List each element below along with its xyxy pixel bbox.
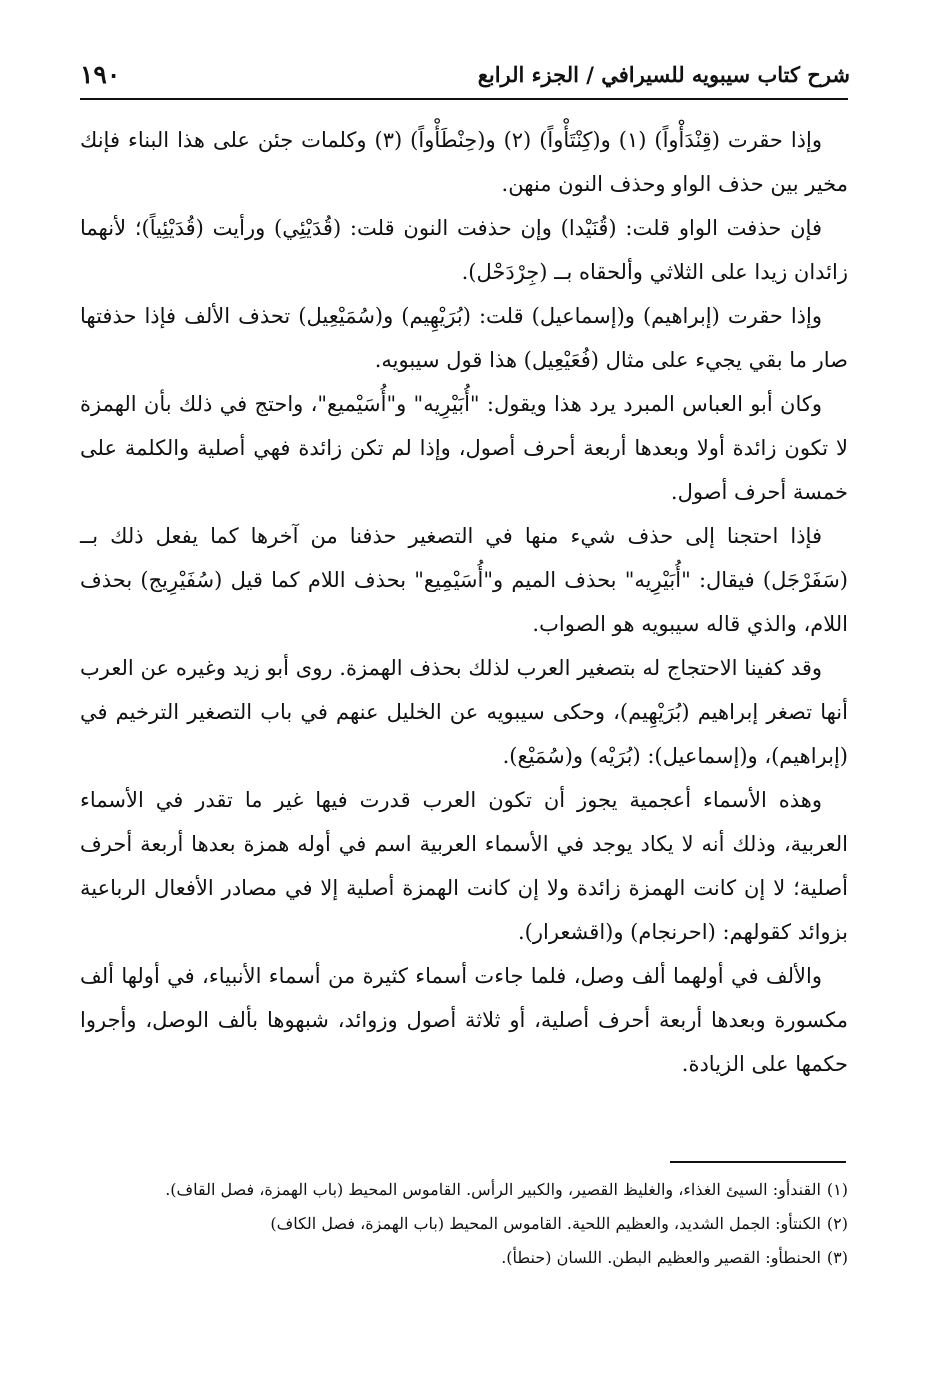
header-rule [80, 98, 848, 100]
page-number: ١٩٠ [80, 59, 121, 89]
paragraph: فإذا احتجنا إلى حذف شيء منها في التصغير حذفنا من آخرها كما يفعل ذلك بــ (سَفَرْجَل) فيقال: "أُبَيْرِيه" بحذف الميم و"أُسَيْمِيع" بحذف اللام كما قيل (سُفَيْرِيج) بحذف اللام، والذي قاله سيبويه هو الصواب. [80, 524, 848, 636]
footnote-number: (٣) [826, 1248, 848, 1267]
footnote [80, 1176, 848, 1204]
footnotes [80, 1176, 848, 1278]
footnote-text: الكنتأو: الجمل الشديد، والعظيم اللحية. القاموس المحيط (باب الهمزة، فصل الكاف) [270, 1214, 821, 1233]
main-text [80, 118, 848, 1086]
paragraph: فإن حذفت الواو قلت: (قُنَيْدا) وإن حذفت النون قلت: (قُدَيْئِي) ورأيت (قُدَيْئِياً)؛ لأنهما زائدان زيدا على الثلاثي وألحقاه بــ (جِرْدَحْل). [80, 216, 848, 284]
footnote [80, 1244, 848, 1272]
paragraph: وإذا حقرت (إبراهيم) و(إسماعيل) قلت: (بُرَيْهِيم) و(سُمَيْعِيل) تحذف الألف فإذا حذفتها صار ما بقي يجيء على مثال (فُعَيْعِيل) هذا قول سيبويه. [80, 304, 848, 372]
footnote-text: الحنطأو: القصير والعظيم البطن. اللسان (حنطأ). [501, 1248, 821, 1267]
footnote [80, 1210, 848, 1238]
paragraph: وقد كفينا الاحتجاج له بتصغير العرب لذلك بحذف الهمزة. روى أبو زيد وغيره عن العرب أنها تصغر إبراهيم (بُرَيْهِيم)، وحكى سيبويه عن الخليل عنهم في باب التصغير الترخيم في (إبراهيم)، و(إسماعيل): (بُرَيْه) و(سُمَيْع). [80, 656, 848, 768]
footnote-number: (٢) [826, 1214, 848, 1233]
paragraph: وهذه الأسماء أعجمية يجوز أن تكون العرب قدرت فيها غير ما تقدر في الأسماء العربية، وذلك أنه لا يكاد يوجد في الأسماء العربية اسم في أوله همزة بعدها أربعة أحرف أصلية؛ لا إن كانت الهمزة زائدة ولا إن كانت الهمزة أصلية إلا في مصادر الأفعال الرباعية بزوائد كقولهم: (احرنجام) و(اقشعرار). [80, 788, 848, 944]
footnote-number: (١) [826, 1180, 848, 1199]
paragraph: وإذا حقرت (قِنْدَأْواً) (١) و(كِنْتَأْواً) (٢) و(حِنْطَأْواً) (٣) وكلمات جئن على هذا البناء فإنك مخير بين حذف الواو وحذف النون منهن. [80, 128, 848, 196]
header-title: شرح كتاب سيبويه للسيرافي / الجزء الرابع [477, 61, 850, 87]
paragraph: وكان أبو العباس المبرد يرد هذا ويقول: "أُبَيْرِيه" و"أُسَيْميع"، واحتج في ذلك بأن الهمزة لا تكون زائدة أولا وبعدها أربعة أحرف أصول، وإذا لم تكن زائدة فهي أصلية والكلمة على خمسة أحرف أصول. [80, 392, 848, 504]
footnote-separator [670, 1161, 846, 1163]
footnote-text: القندأو: السيئ الغذاء، والغليظ القصير، والكبير الرأس. القاموس المحيط (باب الهمزة، فصل القاف). [165, 1180, 821, 1199]
running-header [80, 52, 850, 96]
paragraph: والألف في أولهما ألف وصل، فلما جاءت أسماء كثيرة من أسماء الأنبياء، في أولها ألف مكسورة وبعدها أربعة أحرف أصلية، أو ثلاثة أصول وزوائد، شبهوها بألف الوصل، وأجروا حكمها على الزيادة. [80, 964, 848, 1076]
